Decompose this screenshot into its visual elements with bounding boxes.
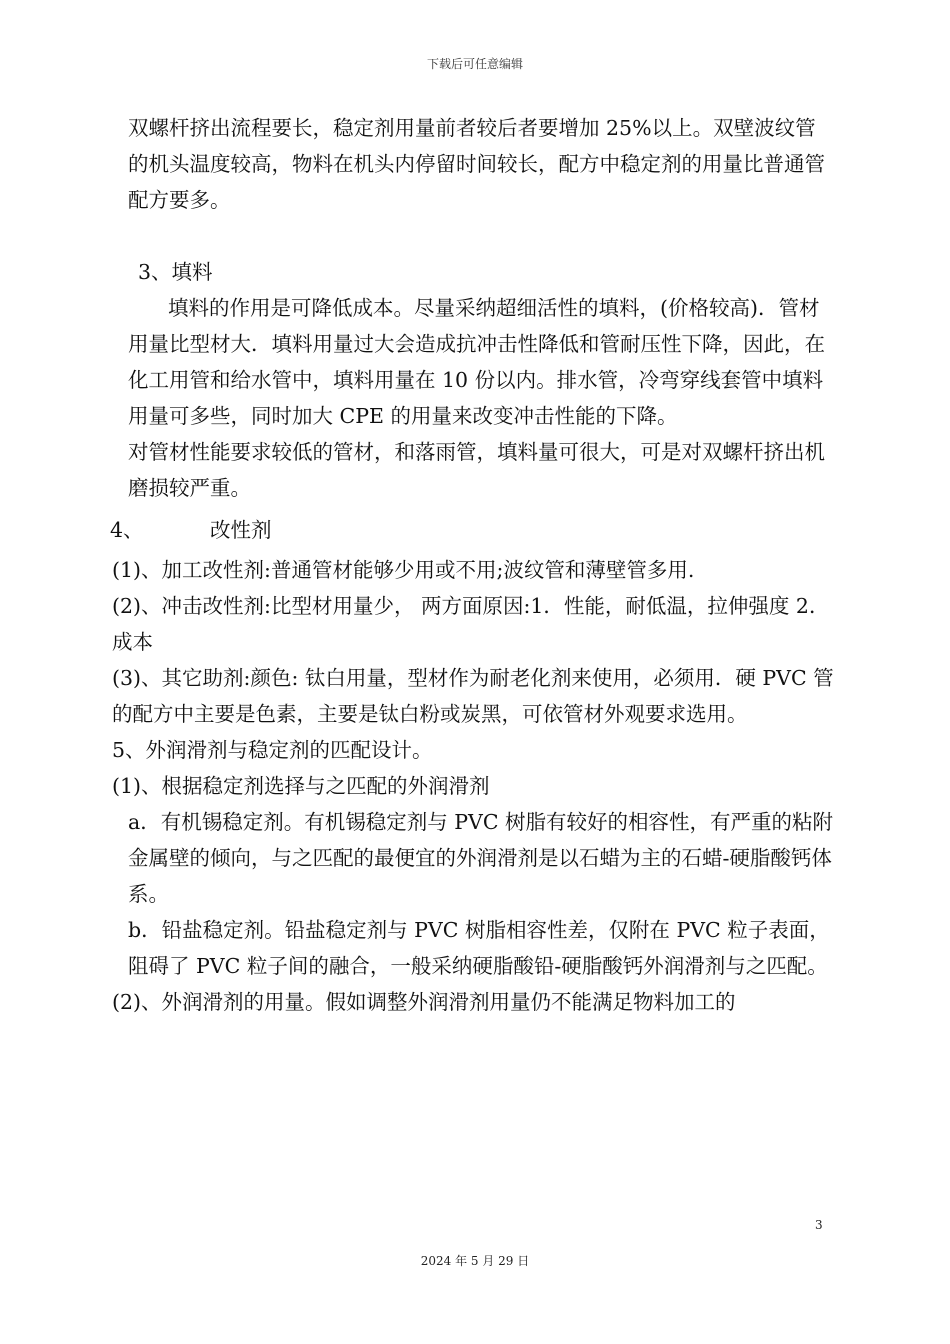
- spacer: [110, 218, 835, 254]
- section-heading-modifier: [110, 512, 835, 548]
- list-item-impact-modifier: (2)、冲击改性剂:比型材用量少， 两方面原因:1．性能，耐低温，拉伸强度 2．成本: [112, 594, 830, 654]
- list-item-lubricant-dosage: (2)、外润滑剂的用量。假如调整外润滑剂用量仍不能满足物料加工的: [112, 990, 736, 1014]
- page-header: 下载后可任意编辑: [426, 57, 523, 71]
- page-number: 3: [815, 1218, 823, 1232]
- section-number: 4、: [110, 518, 144, 542]
- section-heading-lubricant-match: 5、外润滑剂与稳定剂的匹配设计。: [112, 738, 433, 762]
- list-item-processing-modifier: (1)、加工改性剂:普通管材能够少用或不用;波纹管和薄壁管多用.: [112, 558, 695, 582]
- document-body: [110, 110, 835, 1020]
- list-item-lead-salt: b．铅盐稳定剂。铅盐稳定剂与 PVC 树脂相容性差，仅附在 PVC 粒子表面，阻碍了 PVC 粒子间的融合，一般采纳硬脂酸铅-硬脂酸钙外润滑剂与之匹配。: [128, 918, 830, 978]
- section-title: 改性剂: [210, 518, 272, 542]
- paragraph-stabilizer-dosage: 双螺杆挤出流程要长，稳定剂用量前者较后者要增加 25%以上。双壁波纹管的机头温度较高，物料在机头内停留时间较长，配方中稳定剂的用量比普通管配方要多。: [128, 116, 825, 212]
- paragraph-filler-rainpipe: 对管材性能要求较低的管材，和落雨管，填料量可很大，可是对双螺杆挤出机磨损较严重。: [128, 440, 825, 500]
- list-item-organotin: a．有机锡稳定剂。有机锡稳定剂与 PVC 树脂有较好的相容性，有严重的粘附金属壁的倾向，与之匹配的最便宜的外润滑剂是以石蜡为主的石蜡-硬脂酸钙体系。: [128, 810, 834, 906]
- section-heading-filler: 3、填料: [138, 260, 213, 284]
- paragraph-filler: 填料的作用是可降低成本。尽量采纳超细活性的填料，(价格较高)．管材用量比型材大．填料用量过大会造成抗冲击性降低和管耐压性下降，因此，在化工用管和给水管中，填料用量在 10 份以内。排水管，冷弯穿线套管中填料用量可多些，同时加大 CPE 的用量来改变冲击性能的下降。: [128, 296, 825, 428]
- list-item-other-additives: (3)、其它助剂:颜色: 钛白用量，型材作为耐老化剂来使用，必须用．硬 PVC 管的配方中主要是色素，主要是钛白粉或炭黑，可依管材外观要求选用。: [112, 666, 834, 726]
- list-item-select-lubricant: (1)、根据稳定剂选择与之匹配的外润滑剂: [112, 774, 490, 798]
- page-footer-date: 2024 年 5 月 29 日: [420, 1254, 530, 1268]
